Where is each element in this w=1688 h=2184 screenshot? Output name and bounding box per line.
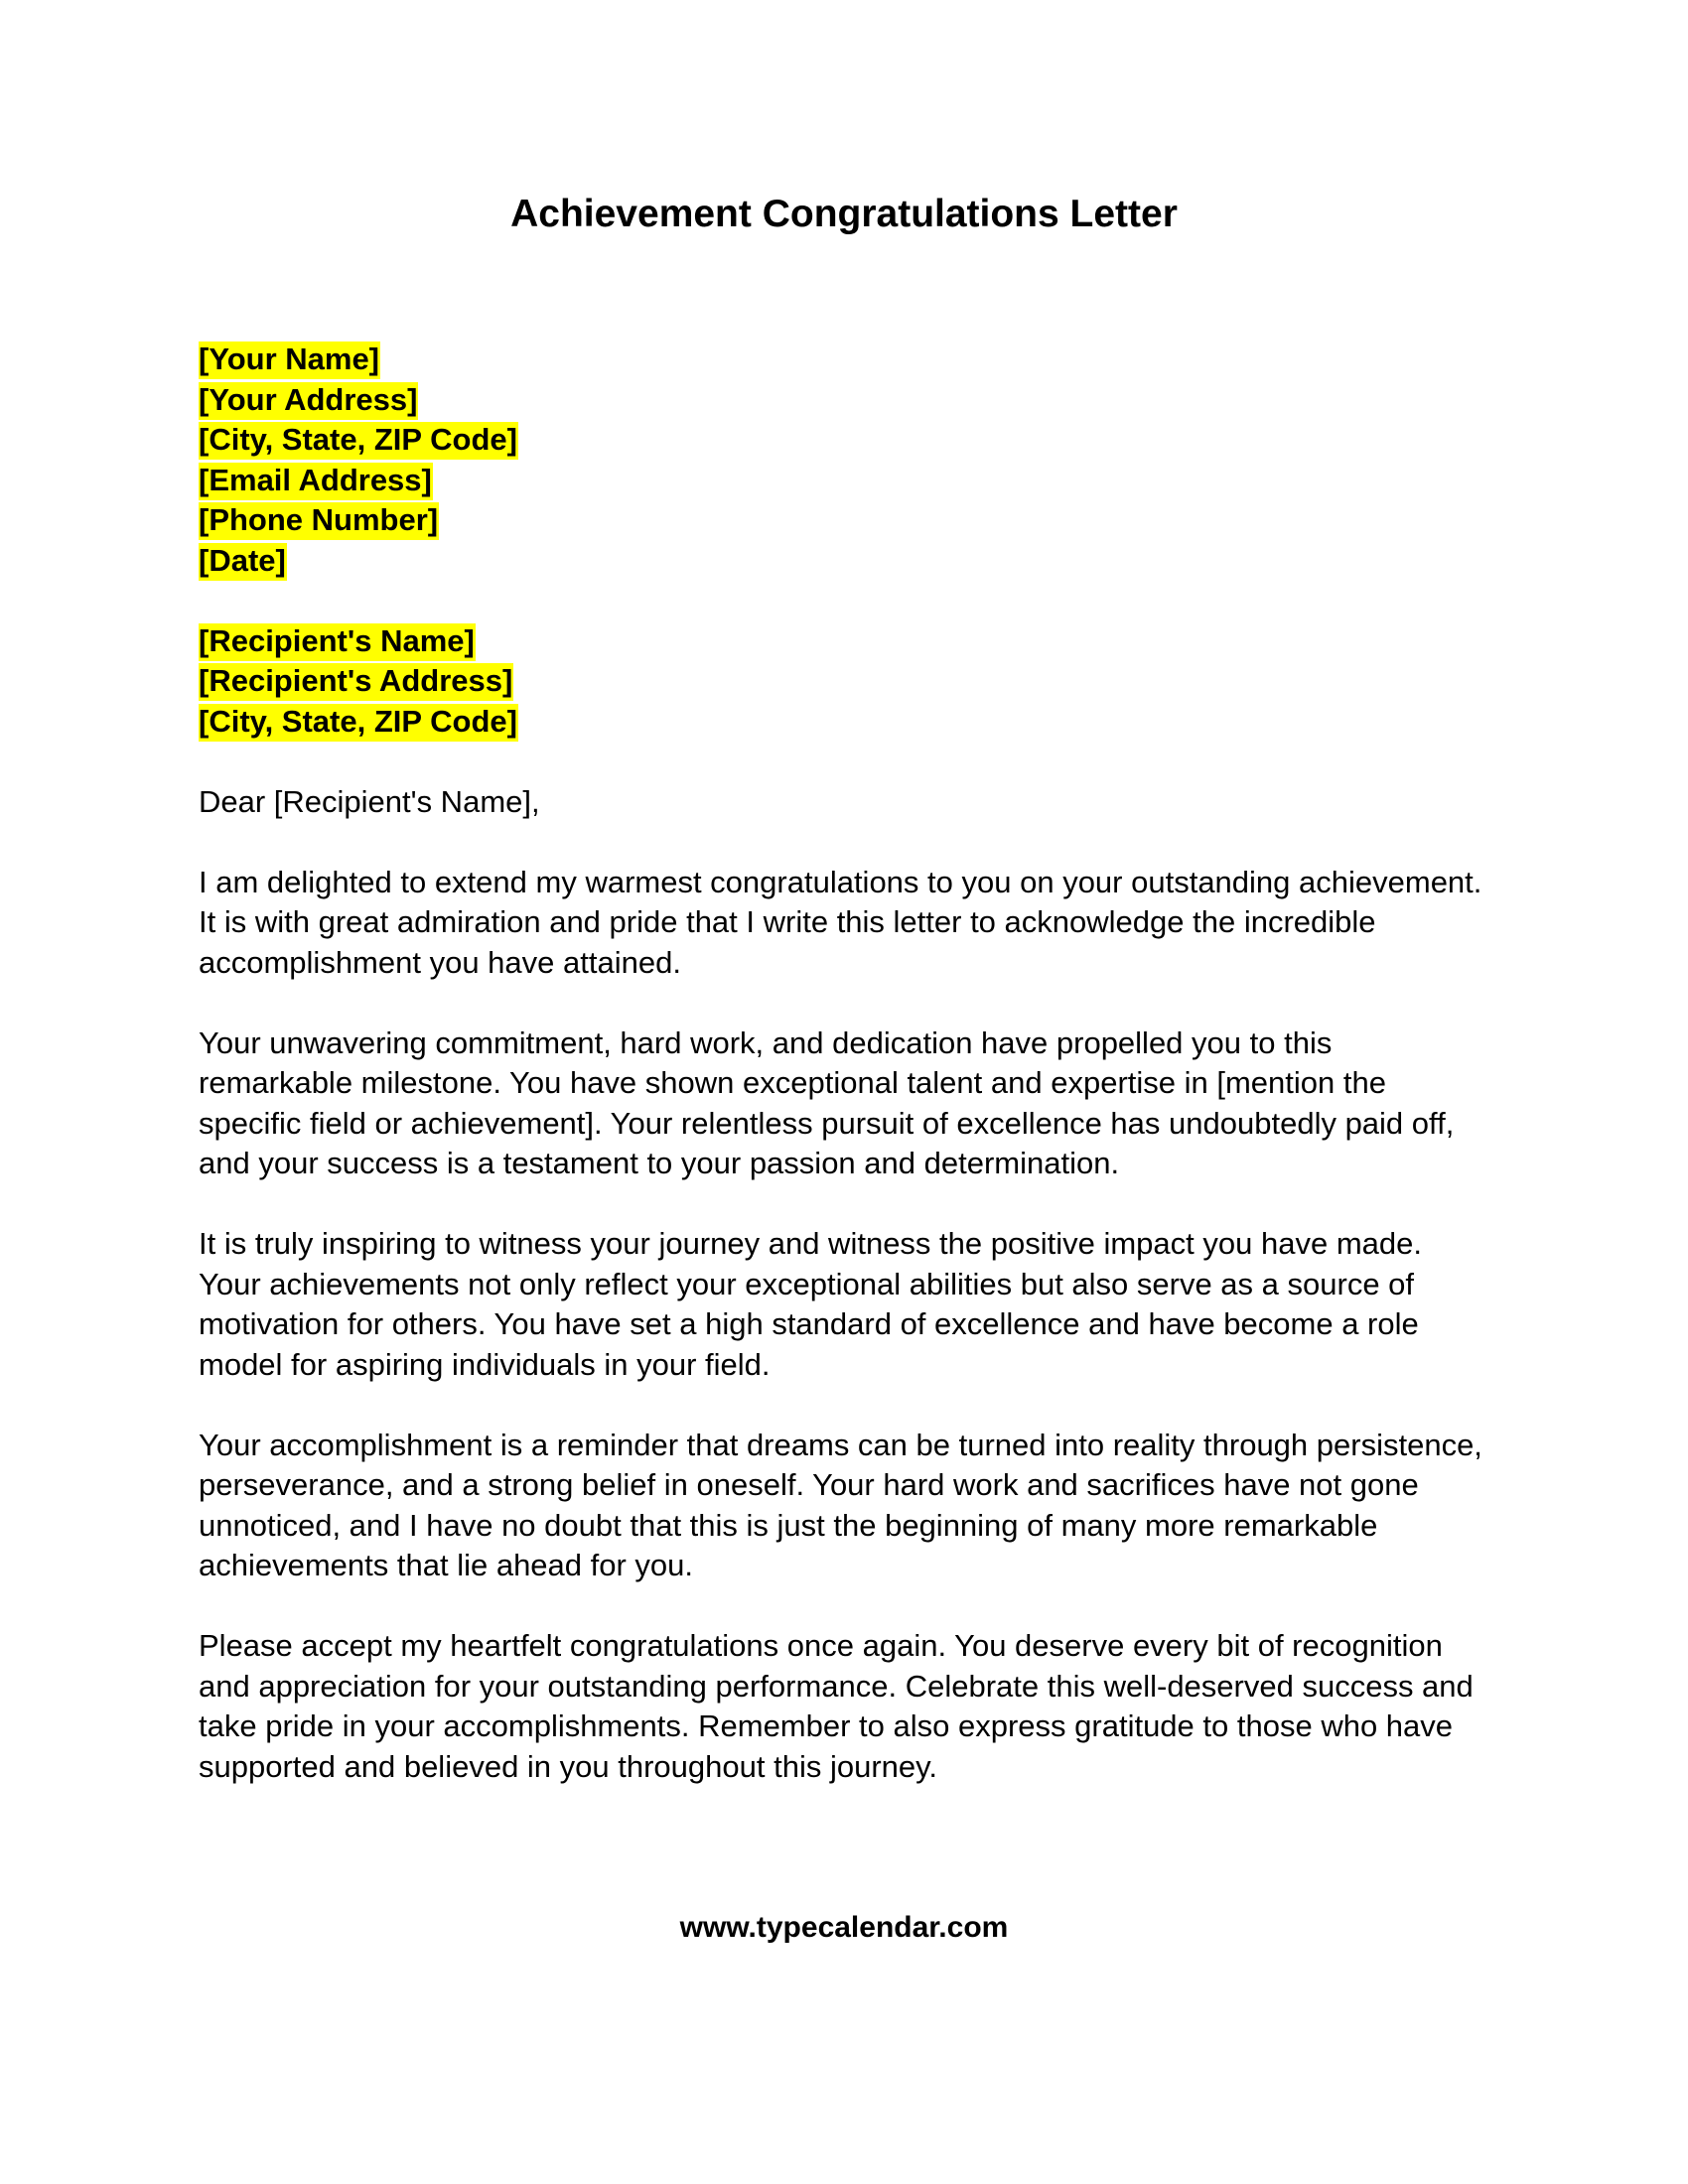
recipient-line xyxy=(199,702,1489,743)
recipient-line xyxy=(199,661,1489,702)
body-paragraph: I am delighted to extend my warmest congratulations to you on your outstanding achievement. It is with great admiration and pride that I write this letter to acknowledge the incredible accomplishment you have attained. xyxy=(199,864,1482,980)
sender-name-placeholder: [Your Name] xyxy=(199,341,380,379)
sender-line xyxy=(199,380,1489,421)
recipient-city-placeholder: [City, State, ZIP Code] xyxy=(199,704,518,742)
footer-website: www.typecalendar.com xyxy=(679,1911,1009,1944)
body-paragraph: Please accept my heartfelt congratulations once again. You deserve every bit of recognition and appreciation for your outstanding performance. Celebrate this well-deserved success and take pride in your accomplishments. Remember to also express gratitude to those who have supported and believed in you throughout this journey. xyxy=(199,1628,1474,1784)
document-title: Achievement Congratulations Letter xyxy=(510,193,1178,235)
letter-content xyxy=(199,340,1489,1828)
recipient-block xyxy=(199,621,1489,743)
recipient-line xyxy=(199,621,1489,662)
date-placeholder: [Date] xyxy=(199,543,287,581)
recipient-name-placeholder: [Recipient's Name] xyxy=(199,623,476,661)
sender-line xyxy=(199,420,1489,461)
body-paragraph: Your unwavering commitment, hard work, and dedication have propelled you to this remarkable milestone. You have shown exceptional talent and expertise in [mention the specific field or achievement]. Your relentless pursuit of excellence has undoubtedly paid off, and your success is a testament to your passion and determination. xyxy=(199,1024,1455,1180)
recipient-address-placeholder: [Recipient's Address] xyxy=(199,663,513,701)
sender-address-placeholder: [Your Address] xyxy=(199,382,418,420)
body-paragraph: Your accomplishment is a reminder that dreams can be turned into reality through persistence, perseverance, and a strong belief in oneself. Your hard work and sacrifices have not gone unnoticed, and I have no doubt that this is just the beginning of many more remarkable achievements that lie ahead for you. xyxy=(199,1427,1482,1582)
sender-email-placeholder: [Email Address] xyxy=(199,463,433,500)
sender-city-placeholder: [City, State, ZIP Code] xyxy=(199,422,518,460)
sender-block xyxy=(199,340,1489,581)
body-paragraph: It is truly inspiring to witness your journey and witness the positive impact you have made. Your achievements not only reflect your exceptional abilities but also serve as a source of motivation for others. You have set a high standard of excellence and have become a role model for aspiring individuals in your field. xyxy=(199,1226,1422,1382)
sender-line xyxy=(199,500,1489,541)
sender-line xyxy=(199,461,1489,501)
sender-phone-placeholder: [Phone Number] xyxy=(199,502,439,540)
sender-line xyxy=(199,541,1489,582)
salutation: Dear [Recipient's Name], xyxy=(199,783,540,819)
sender-line xyxy=(199,340,1489,380)
